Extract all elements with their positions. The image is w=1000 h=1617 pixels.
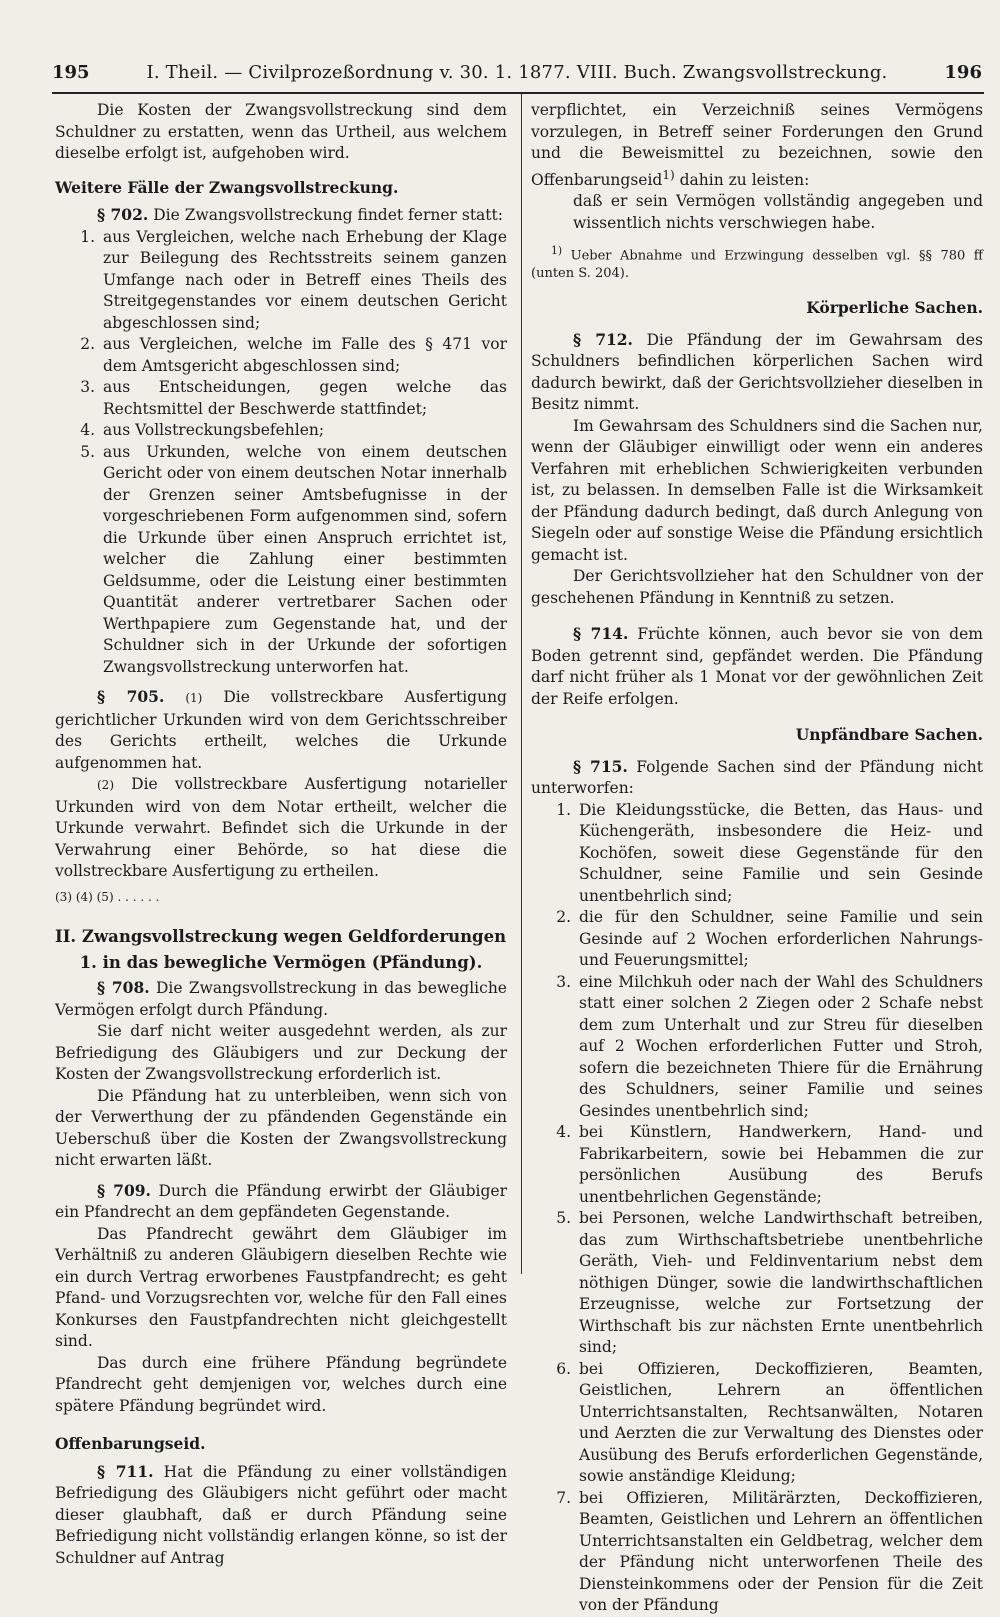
section-number: § 712. xyxy=(573,329,633,349)
list-item xyxy=(531,1359,983,1488)
item-text: bei Künstlern, Handwerkern, Hand- und Fabrikarbeitern, sowie bei Hebammen die zur persönlichen Ausübung des Berufs unentbehrlichen Gegenstände; xyxy=(579,1123,983,1206)
section-702 xyxy=(55,204,507,227)
section-text: Durch die Pfändung erwirbt der Gläubiger ein Pfandrecht an dem gepfändeten Gegenstande. xyxy=(55,1181,507,1221)
section-number: § 714. xyxy=(573,624,629,644)
column-divider xyxy=(521,94,522,1274)
item-text: aus Vergleichen, welche im Falle des § 471 vor dem Amtsgericht abgeschlossen sind; xyxy=(103,335,507,375)
section-712-para-2: Im Gewahrsam des Schuldners sind die Sachen nur, wenn der Gläubiger einwilligt oder wenn ein anderes Verfahren mit erheblichen Schwierigkeiten verbunden ist, zu belassen. In demselben Falle ist die Wirksamkeit der Pfändung dadurch bedingt, daß durch Anlegung von Siegeln oder auf sonstige Weise die Pfändung ersichtlich gemacht ist. xyxy=(531,416,983,564)
section-text: Folgende Sachen sind der Pfändung nicht unterworfen: xyxy=(531,757,983,798)
heading-part-II: II. Zwangsvollstreckung wegen Geldforderungen xyxy=(55,927,507,946)
list-item xyxy=(531,1488,983,1617)
section-709-para-2: Das Pfandrecht gewährt dem Gläubiger im Verhältniß zu anderen Gläubigern dieselben Rechte wie ein durch Vertrag erworbenes Faustpfandrecht; es geht Pfand- und Vorzugsrechten vor, welche für den Fall eines Konkurses den Faustpfandrechten nicht gleichgestellt sind. xyxy=(55,1224,507,1350)
right-column xyxy=(531,100,983,1617)
section-text: Die Pfändung der im Gewahrsam des Schuldners befindlichen körperlichen Sachen wird dadurch bewirkt, daß der Gerichtsvollzieher dieselben in Besitz nimmt. xyxy=(531,330,983,414)
footnote-text: Ueber Abnahme und Erzwingung desselben vgl. §§ 780 ff (unten S. 204). xyxy=(531,248,983,282)
section-text: Die vollstreckbare Ausfertigung gerichtlicher Urkunden wird von dem Gerichtsschreiber des Gerichts ertheilt, welches die Urkunde aufgenommen hat. xyxy=(55,688,507,772)
section-text: Die Zwangsvollstreckung in das bewegliche Vermögen erfolgt durch Pfändung. xyxy=(55,979,507,1019)
page-header xyxy=(52,62,982,88)
item-number: 5. xyxy=(80,442,95,461)
item-text: eine Milchkuh oder nach der Wahl des Schuldners statt einer solchen 2 Ziegen oder 2 Schafe nebst dem zum Unterhalt und zur Streu für dieselben auf 2 Wochen erforderlichen Futter und Stroh, sofern die bezeichneten Thiere für die Ernährung des Schuldners, seiner Familie und seines Gesindes unentbehrlich sind; xyxy=(579,972,983,1120)
list-item xyxy=(55,420,507,442)
item-number: 1. xyxy=(80,227,95,246)
section-number: § 709. xyxy=(97,1180,151,1200)
heading-weitere-faelle: Weitere Fälle der Zwangsvollstreckung. xyxy=(55,177,399,197)
list-item xyxy=(55,442,507,679)
section-702-list xyxy=(55,227,507,679)
section-text: Hat die Pfändung zu einer vollständigen Befriedigung des Gläubigers nicht geführt oder macht dieser glaubhaft, daß er durch Pfändung seine Befriedigung nicht vollständig erlangen könne, so ist der Schuldner auf Antrag xyxy=(55,1462,507,1567)
section-number: § 711. xyxy=(97,1461,154,1481)
section-text: Früchte können, auch bevor sie von dem Boden getrennt sind, gepfändet werden. Die Pfändung darf nicht früher als 1 Monat vor der gewöhnlichen Zeit der Reife erfolgen. xyxy=(531,625,983,708)
header-rule xyxy=(52,92,984,94)
heading-koerperliche-sachen: Körperliche Sachen. xyxy=(806,298,983,318)
continued-text-end: dahin zu leisten: xyxy=(679,170,810,189)
heading-unpfaendbare-sachen: Unpfändbare Sachen. xyxy=(795,725,983,745)
item-number: 2. xyxy=(80,335,95,353)
section-711 xyxy=(55,1461,507,1570)
footnote-reference: 1) xyxy=(662,167,675,182)
section-number: § 702. xyxy=(97,205,149,224)
section-711-continued xyxy=(531,100,983,191)
section-712-para-3: Der Gerichtsvollzieher hat den Schuldner von der geschehenen Pfändung in Kenntniß zu setzen. xyxy=(531,567,983,607)
item-number: 6. xyxy=(556,1359,571,1378)
paragraph-intro: Die Kosten der Zwangsvollstreckung sind dem Schuldner zu erstatten, wenn das Urtheil, aus welchem dieselbe erfolgt ist, aufgehoben wird. xyxy=(55,101,507,162)
list-item xyxy=(55,227,507,335)
section-number: § 705. xyxy=(97,687,165,706)
item-text: bei Offizieren, Militärärzten, Deckoffizieren, Beamten, Geistlichen und Lehrern an öffentlichen Unterrichtsanstalten ein Geldbetrag, welcher dem der Pfändung nicht unterworfenen Theile des Diensteinkommens oder der Pension für die Zeit von der Pfändung xyxy=(579,1488,983,1615)
footnote-mark: 1) xyxy=(551,244,563,258)
item-text: bei Personen, welche Landwirthschaft betreiben, das zum Wirthschaftsbetriebe unentbehrliche Geräth, Vieh- und Feldinventarium nebst dem nöthigen Dünger, sowie die landwirthschaftlichen Erzeugnisse, welche zur Fortsetzung der Wirthschaft bis zur nächsten Ernte unentbehrlich sind; xyxy=(579,1209,983,1357)
list-item xyxy=(531,1122,983,1208)
section-715 xyxy=(531,756,983,800)
item-number: 1. xyxy=(556,800,571,819)
item-number: 3. xyxy=(556,972,571,991)
item-text: bei Offizieren, Deckoffizieren, Beamten, Geistlichen, Lehrern an öffentlichen Unterrichtsanstalten, Rechtsanwälten, Notaren und Aerzten die zur Verwaltung des Dienstes oder Ausübung des Berufs erforderlichen Gegenstände, sowie anständige Kleidung; xyxy=(579,1359,983,1486)
heading-offenbarungseid: Offenbarungseid. xyxy=(55,1434,206,1453)
item-text: aus Vollstreckungsbefehlen; xyxy=(103,421,325,439)
list-item xyxy=(55,334,507,377)
section-712 xyxy=(531,329,983,416)
list-item xyxy=(55,377,507,420)
section-705 xyxy=(55,686,507,774)
right-page-number: 196 xyxy=(944,62,982,83)
oath-formula: daß er sein Vermögen vollständig angegeben und wissentlich nichts verschwiegen habe. xyxy=(573,192,983,232)
section-705-para-2 xyxy=(55,774,507,883)
section-715-list xyxy=(531,800,983,1617)
left-column xyxy=(55,100,507,1569)
list-item xyxy=(531,800,983,908)
section-708 xyxy=(55,977,507,1021)
section-709 xyxy=(55,1180,507,1224)
list-item xyxy=(531,1208,983,1359)
section-705-omitted: (3) (4) (5) . . . . . . xyxy=(55,889,160,904)
section-text: Die Zwangsvollstreckung findet ferner statt: xyxy=(153,206,503,224)
item-text: aus Urkunden, welche von einem deutschen Gericht oder von einem deutschen Notar innerhalb der Grenzen seiner Amtsbefugnisse in der vorgeschriebenen Form aufgenommen sind, sofern die Urkunde über einen Anspruch errichtet ist, welcher die Zahlung einer bestimmten Geldsumme, oder die Leistung einer bestimmten Quantität anderer vertretbarer Sachen oder Werthpapiere zum Gegenstande hat, und der Schuldner sich in der Urkunde der sofortigen Zwangsvollstreckung unterworfen hat. xyxy=(103,442,507,676)
footnote xyxy=(531,242,983,283)
left-page-number: 195 xyxy=(52,62,90,83)
list-item xyxy=(531,972,983,1123)
section-708-para-3: Die Pfändung hat zu unterbleiben, wenn sich von der Verwerthung der zu pfändenden Gegenstände ein Ueberschuß über die Kosten der Zwangsvollstreckung nicht erwarten läßt. xyxy=(55,1086,507,1169)
heading-part-II-1: 1. in das bewegliche Vermögen (Pfändung). xyxy=(79,952,483,972)
item-text: Die Kleidungsstücke, die Betten, das Haus- und Küchengeräth, insbesondere die Heiz- und Kochöfen, soweit diese Gegenstände für den Schuldner, seine Familie und sein Gesinde unentbehrlich sind; xyxy=(579,800,983,905)
paragraph-mark: (1) xyxy=(185,691,203,705)
paragraph-mark: (2) xyxy=(97,778,114,792)
item-text: aus Entscheidungen, gegen welche das Rechtsmittel der Beschwerde stattfindet; xyxy=(103,378,507,418)
item-number: 3. xyxy=(80,378,95,396)
item-text: die für den Schuldner, seine Familie und sein Gesinde auf 2 Wochen erforderlichen Nahrungs- und Feuerungsmittel; xyxy=(579,908,983,970)
item-number: 4. xyxy=(80,421,95,439)
item-number: 5. xyxy=(556,1209,571,1228)
item-number: 4. xyxy=(556,1123,571,1142)
item-text: aus Vergleichen, welche nach Erhebung der Klage zur Beilegung des Rechtsstreits seinem ganzen Umfange nach oder in Betreff eines Theils des Streitgegenstandes vor einem deutschen Gericht abgeschlossen sind; xyxy=(103,227,507,332)
running-title: I. Theil. — Civilprozeßordnung v. 30. 1. 1877. VIII. Buch. Zwangsvollstreckung. xyxy=(146,62,888,83)
section-number: § 708. xyxy=(97,978,150,997)
list-item xyxy=(531,907,983,972)
section-text: Die vollstreckbare Ausfertigung notarieller Urkunden wird von dem Notar ertheilt, welcher die Urkunde verwahrt. Befindet sich die Urkunde in der Verwahrung einer Behörde, so hat diese die vollstreckbare Ausfertigung zu ertheilen. xyxy=(55,775,507,880)
section-708-para-2: Sie darf nicht weiter ausgedehnt werden, als zur Befriedigung des Gläubigers und zur Deckung der Kosten der Zwangsvollstreckung erforderlich ist. xyxy=(55,1022,507,1083)
item-number: 7. xyxy=(556,1488,571,1507)
section-709-para-3: Das durch eine frühere Pfändung begründete Pfandrecht geht demjenigen vor, welches durch eine spätere Pfändung begründet wird. xyxy=(55,1353,507,1415)
continued-text: verpflichtet, ein Verzeichniß seines Vermögens vorzulegen, in Betreff seiner Forderungen den Grund und die Beweismittel zu bezeichnen, sowie den Offenbarungseid xyxy=(531,101,983,189)
section-number: § 715. xyxy=(573,756,628,776)
section-714 xyxy=(531,623,983,710)
item-number: 2. xyxy=(556,908,571,927)
